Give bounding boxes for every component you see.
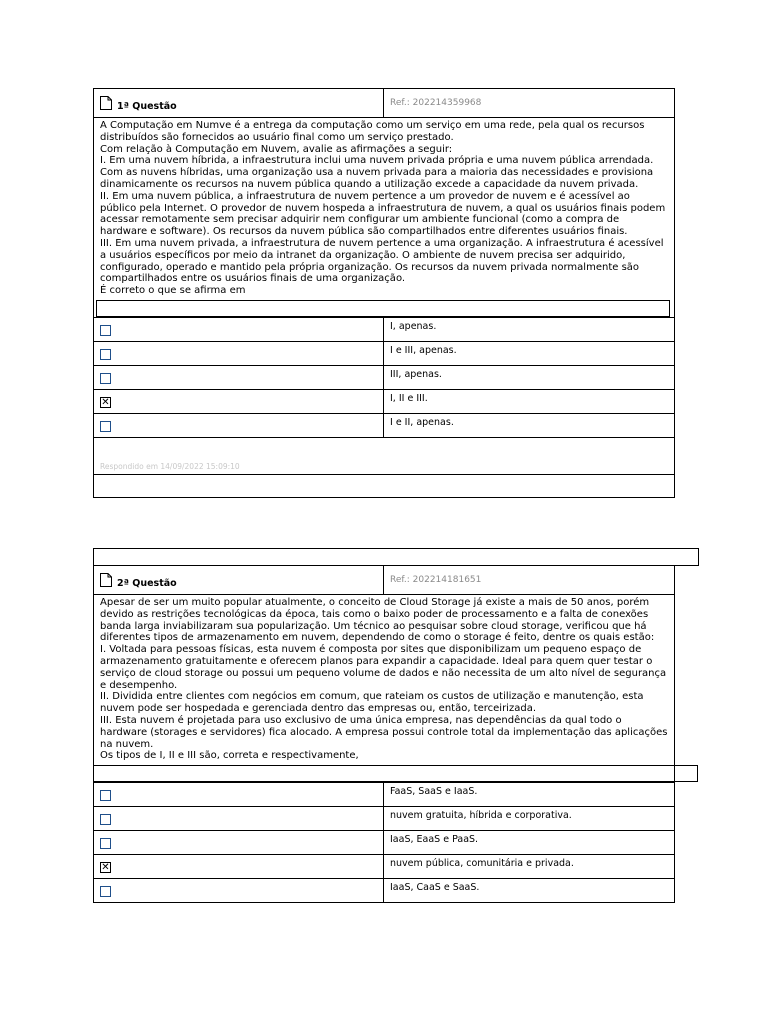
question-1-title: 1ª Questão	[117, 100, 177, 112]
option-row[interactable]	[94, 390, 674, 414]
question-1-paragraph: I. Em uma nuvem híbrida, a infraestrutura inclui uma nuvem privada própria e uma nuvem pública arrendada. Com as nuvens híbridas, uma organização usa a nuvem privada para a maioria das necessidades e provisiona dinamicamente os recursos na nuvem pública quando a utilização excede a capacidade da nuvem privada.	[100, 155, 654, 190]
option-row[interactable]	[94, 855, 674, 879]
divider	[93, 765, 698, 782]
option-label: IaaS, CaaS e SaaS.	[390, 882, 480, 894]
separator-bar	[93, 548, 699, 566]
question-1-paragraph: A Computação em Numve é a entrega da computação como um serviço em uma rede, pela qual os recursos distribuídos são fornecidos ao usuário final como um serviço prestado.	[100, 120, 645, 143]
question-2-title: 2ª Questão	[117, 577, 177, 589]
question-1-paragraph: II. Em uma nuvem pública, a infraestrutura de nuvem pertence a um provedor de nuvem e é acessível ao público pela Internet. O provedor de nuvem hospeda a infraestrutura de nuvem, a qual os usuários finais podem acessar remotamente sem precisar adquirir nem configurar um ambiente funcional (como a compra de hardware e software). Os recursos da nuvem pública são compartilhados entre diferentes usuários finais.	[100, 190, 666, 238]
question-2-ref: Ref.: 202214181651	[390, 575, 482, 585]
question-2-options	[94, 782, 674, 902]
question-1-header	[94, 89, 674, 118]
option-checkbox[interactable]	[100, 373, 111, 384]
option-row[interactable]	[94, 342, 674, 366]
question-2-paragraph: Apesar de ser um muito popular atualmente, o conceito de Cloud Storage já existe a mais de 50 anos, porém devido as restrições tecnológicas da época, tais como o baixo poder de processamento e a falta de conexões banda larga inviabilizaram sua popularização. Um técnico ao pesquisar sobre cloud storage, verificou que há diferentes tipos de armazenamento em nuvem, dependendo de como o storage é feito, dentre os quais estão:	[100, 597, 655, 644]
question-1-text	[94, 118, 674, 298]
option-label: IaaS, EaaS e PaaS.	[390, 834, 479, 846]
option-row[interactable]	[94, 318, 674, 342]
document-icon	[100, 573, 111, 587]
question-2-paragraph: I. Voltada para pessoas físicas, esta nuvem é composta por sites que disponibilizam um pequeno espaço de armazenamento gratuitamente e oferecem planos para expandir a capacidade. Ideal para quem quer testar o serviço de cloud storage ou possui um pequeno volume de dados e não necessita de um alto nível de segurança e desempenho.	[100, 644, 667, 691]
option-label: I, II e III.	[390, 392, 428, 404]
empty-row	[94, 475, 674, 497]
option-row[interactable]	[94, 414, 674, 438]
option-checkbox-checked[interactable]: ✕	[101, 862, 110, 874]
option-row[interactable]	[94, 879, 674, 902]
answered-timestamp: Respondido em 14/09/2022 15:09:10	[100, 461, 240, 471]
divider	[96, 300, 670, 317]
option-label: I e III, apenas.	[390, 344, 457, 356]
question-2-text	[94, 595, 674, 763]
question-1-paragraph: Com relação à Computação em Nuvem, avalie as afirmações a seguir:	[100, 143, 453, 155]
option-checkbox[interactable]	[100, 886, 111, 897]
option-row[interactable]	[94, 366, 674, 390]
question-2	[93, 566, 675, 903]
question-2-paragraph: III. Esta nuvem é projetada para uso exclusivo de uma única empresa, nas dependências da qual todo o hardware (storages e servidores) fica alocado. A empresa possui controle total da implementação das aplicações na nuvem.	[100, 714, 668, 750]
option-label: nuvem gratuita, híbrida e corporativa.	[390, 810, 572, 822]
question-2-paragraph: II. Dividida entre clientes com negócios em comum, que rateiam os custos de utilização e manutenção, esta nuvem pode ser hospedada e gerenciada dentro das empresas ou, então, terceirizada.	[100, 691, 644, 715]
question-2-paragraph: Os tipos de I, II e III são, correta e respectivamente,	[100, 750, 359, 762]
option-label: FaaS, SaaS e IaaS.	[390, 786, 478, 798]
option-checkbox[interactable]	[100, 838, 111, 849]
question-1-paragraph: É correto o que se afirma em	[100, 285, 246, 297]
option-row[interactable]	[94, 831, 674, 855]
option-checkbox[interactable]	[100, 325, 111, 336]
document-icon	[100, 96, 111, 110]
question-1-ref: Ref.: 202214359968	[390, 98, 482, 108]
question-1-options	[94, 317, 674, 438]
option-label: III, apenas.	[390, 368, 442, 380]
option-checkbox-checked[interactable]: ✕	[101, 396, 110, 408]
option-label: I e II, apenas.	[390, 416, 454, 428]
question-2-header	[94, 566, 674, 595]
option-row[interactable]	[94, 807, 674, 831]
option-checkbox[interactable]	[100, 814, 111, 825]
option-checkbox[interactable]	[100, 349, 111, 360]
answered-row	[94, 438, 674, 475]
question-1-paragraph: III. Em uma nuvem privada, a infraestrutura de nuvem pertence a uma organização. A infraestrutura é acessível a usuários específicos por meio da intranet da organização. O ambiente de nuvem precisa ser adquirido, configurado, operado e mantido pela própria organização. Os recursos da nuvem privada normalmente são compartilhados entre os usuários finais de uma organização.	[100, 237, 664, 285]
option-checkbox[interactable]	[100, 421, 111, 432]
question-1	[93, 88, 675, 498]
option-label: nuvem pública, comunitária e privada.	[390, 858, 574, 870]
option-label: I, apenas.	[390, 320, 437, 332]
option-checkbox[interactable]	[100, 790, 111, 801]
option-row[interactable]	[94, 783, 674, 807]
